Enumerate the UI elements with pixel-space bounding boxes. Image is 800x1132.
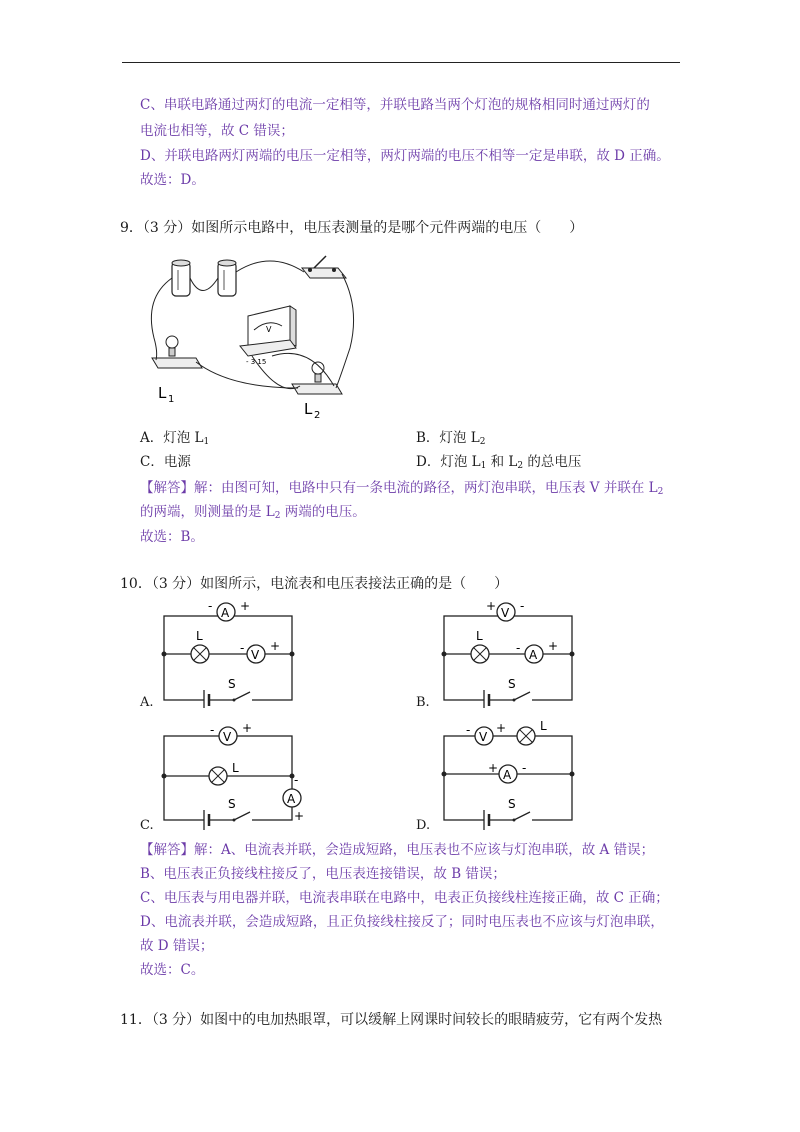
switch-label: S [508,797,516,811]
voltmeter-figure [240,306,296,366]
switch-label: S [228,677,236,691]
plus-terminal: + [496,721,507,735]
lamp-label: L [476,629,483,643]
q8-option-d-explanation: D、并联电路两灯两端的电压一定相等，两灯两端的电压不相等一定是串联，故 D 正确。 [140,148,670,164]
lamp-l1-figure [152,336,202,368]
q10-stem: 10．（3 分）如图所示，电流表和电压表接法正确的是（ ） [120,576,509,592]
q10-diagram-c [160,720,310,832]
voltmeter-symbol: V [479,730,488,744]
q10-answer-line5: 故 D 错误； [140,938,214,954]
voltmeter-symbol: V [501,606,510,620]
q9-answer-line2: 的两端，则测量的是 $L_2$ 两端的电压。 [140,504,366,521]
plus-terminal: + [240,599,251,613]
svg-text:V: V [266,325,272,334]
q10-option-d-label: D. [416,818,431,833]
q8-option-c-explanation-line2: 电流也相等，故 C 错误； [140,123,294,139]
q10-option-c-label: C. [140,818,154,833]
q9-circuit-figure [140,248,360,424]
q8-option-c-explanation-line1: C、串联电路通过两灯的电流一定相等，并联电路当两个灯泡的规格相同时通过两灯的 [140,97,650,113]
lamp-label: L [196,629,203,643]
switch-figure [302,256,346,278]
switch-label: S [508,677,516,691]
q9-stem: 9．（3 分）如图所示电路中，电压表测量的是哪个元件两端的电压（ ） [120,220,584,236]
minus-terminal: - [520,599,525,613]
battery-2 [218,260,236,296]
q10-diagram-d [440,716,580,832]
minus-terminal: - [240,641,245,655]
q10-diagram-a [160,598,300,708]
ammeter-symbol: A [287,792,296,806]
ammeter-symbol: A [503,768,512,782]
q10-answer-line4: D、电流表并联，会造成短路，且正负接线柱接反了；同时电压表也不应该与灯泡串联， [140,914,664,930]
minus-terminal: - [294,773,299,787]
plus-terminal: + [486,599,497,613]
q9-answer-line1: 【解答】解：由图可知，电路中只有一条电流的路径，两灯泡串联，电压表 V 并联在 $L_2$ [140,480,664,497]
plus-terminal: + [270,639,281,653]
lamp-l2-label: L [304,400,313,418]
q11-stem: 11．（3 分）如图中的电加热眼罩，可以缓解上网课时间较长的眼睛疲劳，它有两个发热 [120,1012,663,1028]
minus-terminal: - [210,723,215,737]
q10-choice: 故选：C。 [140,962,205,978]
minus-terminal: - [522,761,527,775]
q9-option-c: C．电源 [140,454,191,470]
plus-terminal: + [242,721,253,735]
lamp-l2-figure [292,362,342,394]
plus-terminal: + [488,761,499,775]
svg-text:- 3 15: - 3 15 [246,358,267,366]
q10-option-b-label: B. [416,695,430,710]
q9-option-d: D．灯泡 $L_1$ 和 $L_2$ 的总电压 [416,454,582,471]
lamp-label: L [540,719,547,733]
switch-label: S [228,797,236,811]
header-rule [122,62,680,63]
plus-terminal: + [294,809,305,823]
minus-terminal: - [466,723,471,737]
q8-choice: 故选：D。 [140,172,205,188]
q9-option-a: A．灯泡 $L_1$ [140,430,210,447]
q10-answer-line3: C、电压表与用电器并联，电流表串联在电路中，电表正负接线柱连接正确，故 C 正确； [140,890,669,906]
plus-terminal: + [548,639,559,653]
lamp-l1-label-sub: 1 [168,394,175,405]
q9-choice: 故选：B。 [140,529,204,545]
q10-answer-line2: B、电压表正负接线柱接反了，电压表连接错误，故 B 错误； [140,866,506,882]
minus-terminal: - [208,599,213,613]
battery-1 [172,260,190,296]
q9-option-b: B．灯泡 $L_2$ [416,430,486,447]
lamp-l1-label: L [158,384,167,402]
lamp-l2-label-sub: 2 [314,410,321,421]
voltmeter-symbol: V [223,730,232,744]
q10-answer-line1: 【解答】解：A、电流表并联，会造成短路，电压表也不应该与灯泡串联，故 A 错误； [140,842,655,858]
minus-terminal: - [516,641,521,655]
q10-diagram-b [440,598,580,708]
q10-option-a-label: A. [140,695,154,710]
ammeter-symbol: A [221,606,230,620]
voltmeter-symbol: V [251,648,260,662]
lamp-label: L [232,761,239,775]
ammeter-symbol: A [529,648,538,662]
